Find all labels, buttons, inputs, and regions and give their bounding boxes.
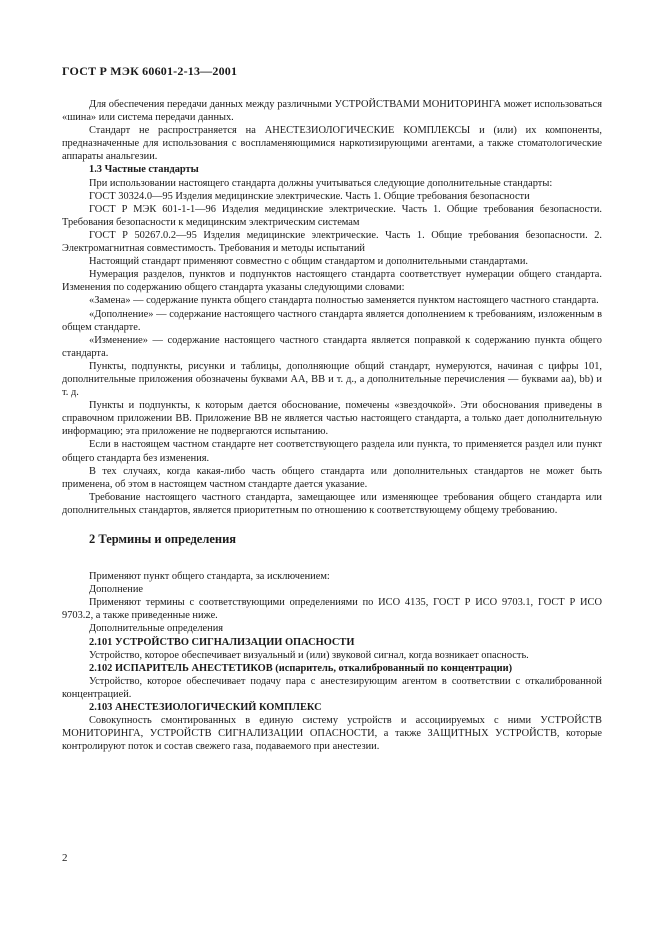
paragraph: Требование настоящего частного стандарта, замещающее или изменяющее требования общего стандарта или дополнительных стандартов, является приоритетным по отношению к соответствующему общему требованию. <box>62 491 602 516</box>
definition-term: 2.101 УСТРОЙСТВО СИГНАЛИЗАЦИИ ОПАСНОСТИ <box>89 636 355 648</box>
definition-term: 2.103 АНЕСТЕЗИОЛОГИЧЕСКИЙ КОМПЛЕКС <box>89 702 322 714</box>
paragraph: При использовании настоящего стандарта должны учитываться следующие дополнительные стандарты: <box>89 177 553 189</box>
definition-term: 2.102 ИСПАРИТЕЛЬ АНЕСТЕТИКОВ (испаритель, откалиброванный по концентрации) <box>89 662 513 674</box>
paragraph: Применяют пункт общего стандарта, за исключением: <box>89 571 330 583</box>
paragraph: В тех случаях, когда какая-либо часть общего стандарта или дополнительных стандартов не может быть применена, об этом в настоящем частном стандарте дается указание. <box>62 465 602 490</box>
paragraph: Стандарт не распространяется на АНЕСТЕЗИОЛОГИЧЕСКИЕ КОМПЛЕКСЫ и (или) их компоненты, предназначенные для использования с воспламеняющимися наркотизирующими агентами, а также стоматологические аппараты анальгезии. <box>62 125 602 163</box>
paragraph: Настоящий стандарт применяют совместно с общим стандартом и дополнительными стандартами. <box>89 256 529 268</box>
paragraph: Дополнение <box>89 584 143 596</box>
paragraph: Для обеспечения передачи данных между различными УСТРОЙСТВАМИ МОНИТОРИНГА может использоваться «шина» или система передачи данных. <box>62 99 602 124</box>
paragraph: Если в настоящем частном стандарте нет соответствующего раздела или пункта, то применяется раздел или пункт общего стандарта без изменения. <box>62 439 602 464</box>
document-body <box>62 98 602 753</box>
paragraph: Применяют термины с соответствующими определениями по ИСО 4135, ГОСТ Р ИСО 9703.1, ГОСТ Р ИСО 9703.2, а также приведенные ниже. <box>62 597 602 622</box>
paragraph: «Изменение» — содержание настоящего частного стандарта является поправкой к содержанию пункта общего стандарта. <box>62 334 602 359</box>
paragraph: ГОСТ 30324.0—95 Изделия медицинские электрические. Часть 1. Общие требования безопасности <box>89 190 530 202</box>
definition-text: Устройство, которое обеспечивает подачу пара с анестезирующим агентом в соответствии с откалиброванной концентрацией. <box>62 675 602 700</box>
paragraph: «Дополнение» — содержание настоящего частного стандарта является дополнением к требованиям, изложенным в общем стандарте. <box>62 308 602 333</box>
paragraph: «Замена» — содержание пункта общего стандарта полностью заменяется пунктом настоящего частного стандарта. <box>89 295 599 307</box>
document-header: ГОСТ Р МЭК 60601-2-13—2001 <box>62 64 238 78</box>
subsection-heading: 1.3 Частные стандарты <box>89 164 199 176</box>
section-title: 2 Термины и определения <box>89 532 237 546</box>
definition-text: Устройство, которое обеспечивает визуальный и (или) звуковой сигнал, когда возникает опасность. <box>89 649 529 661</box>
paragraph: ГОСТ Р 50267.0.2—95 Изделия медицинские электрические. Часть 1. Общие требования безопасности. 2. Электромагнитная совместимость. Требования и методы испытаний <box>62 229 602 255</box>
paragraph: Пункты, подпункты, рисунки и таблицы, дополняющие общий стандарт, нумеруются, начиная с цифры 101, дополнительные приложения обозначены буквами АА, ВВ и т. д., а дополнительные перечисления — буквами аа), bb) и т. д. <box>62 360 602 399</box>
paragraph: Дополнительные определения <box>89 623 224 635</box>
paragraph: Нумерация разделов, пунктов и подпунктов настоящего стандарта соответствует нумерации общего стандарта. Изменения по содержанию общего стандарта указаны следующими словами: <box>62 269 602 294</box>
definition-text: Совокупность смонтированных в единую систему устройств и ассоциируемых с ними УСТРОЙСТВ МОНИТОРИНГА, УСТРОЙСТВ СИГНАЛИЗАЦИИ ОПАСНОСТИ, а также ЗАЩИТНЫХ УСТРОЙСТВ, которые контролируют поток и состав свежего газа, подаваемого при анестезии. <box>62 715 602 753</box>
paragraph: Пункты и подпункты, к которым дается обоснование, помечены «звездочкой». Эти обоснования приведены в справочном приложении ВВ. Приложение ВВ не является частью настоящего стандарта, а только дает дополнительную информацию; эта приложение не подвергаются испытанию. <box>62 400 602 438</box>
page-number: 2 <box>62 852 68 864</box>
paragraph: ГОСТ Р МЭК 601-1-1—96 Изделия медицинские электрические. Часть 1. Общие требования безопасности. Требования безопасности к медицинским электрическим системам <box>62 203 602 228</box>
